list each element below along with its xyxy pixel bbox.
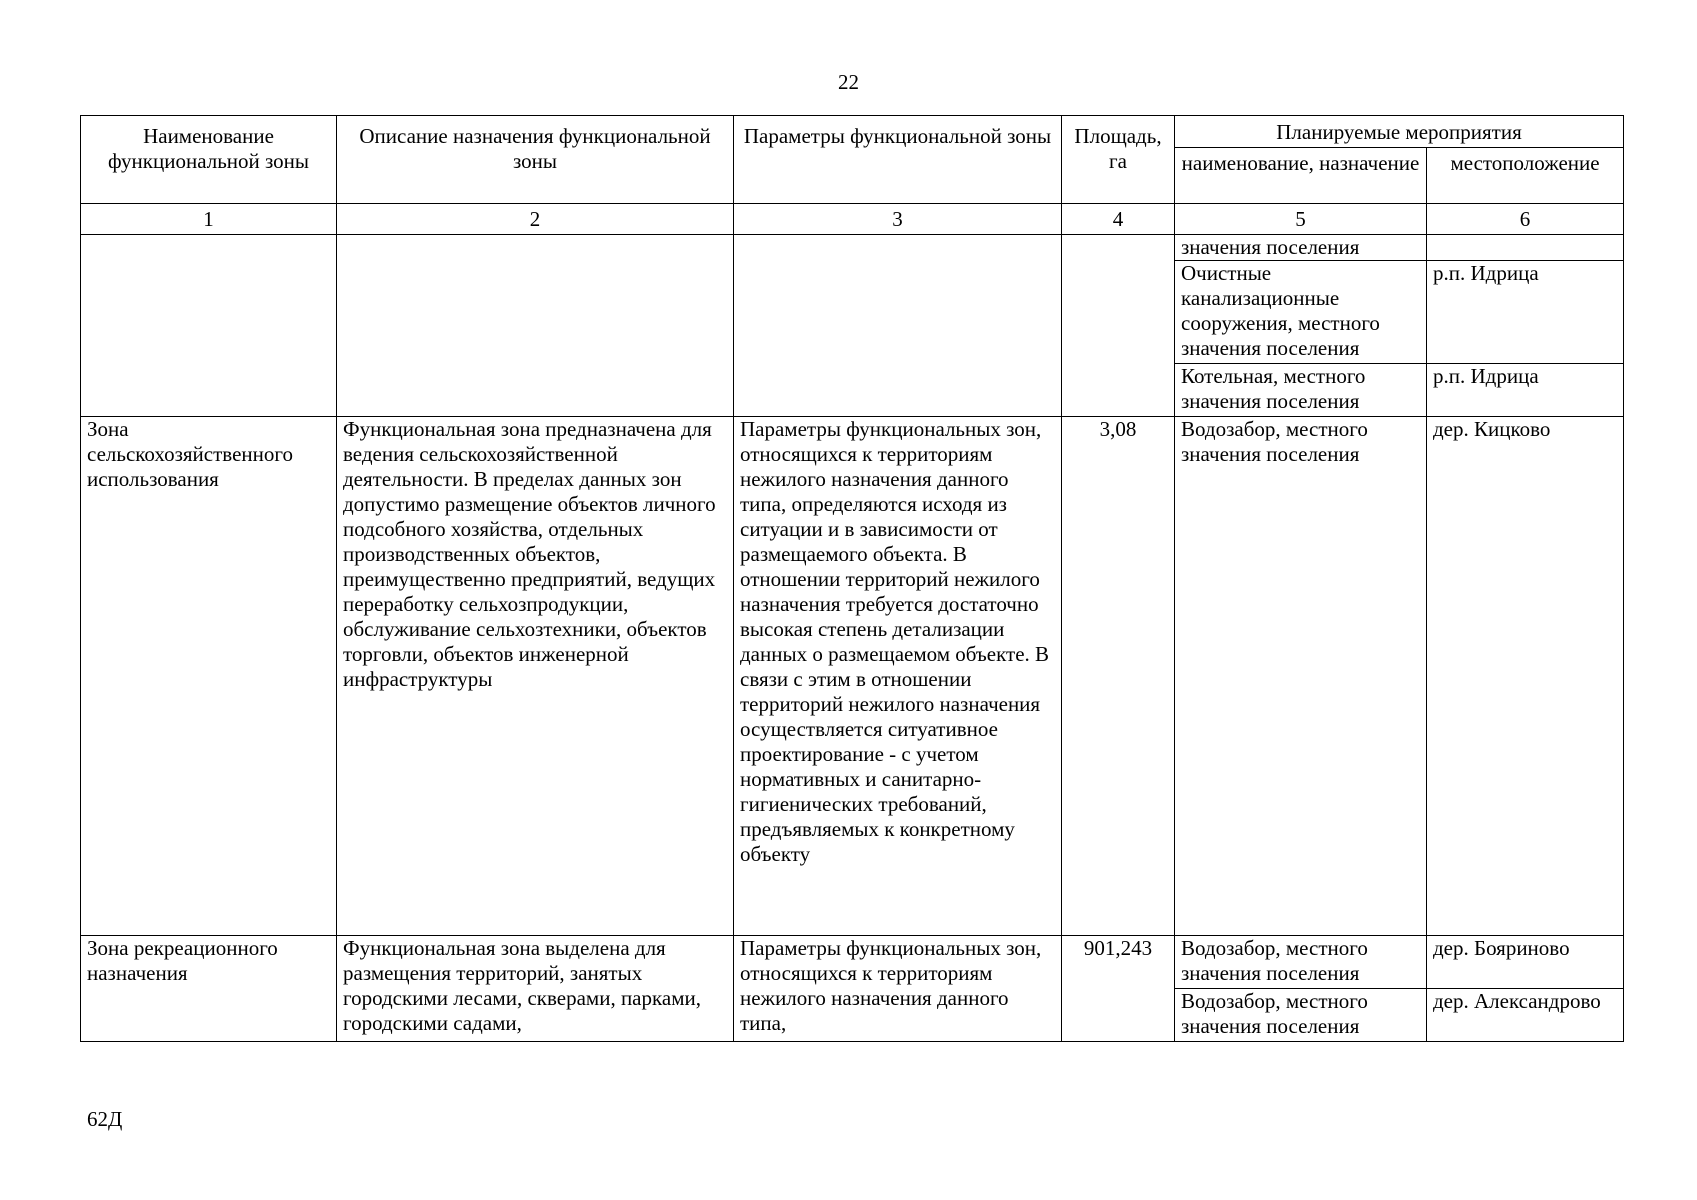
description-cell: Функциональная зона выделена для размещения территорий, занятых городскими лесами, скверами, парками, городскими садами, — [337, 936, 734, 1042]
event-location-cell: дер. Кицково — [1427, 417, 1624, 936]
header-area: Площадь, га — [1062, 116, 1175, 204]
event-location-cell: р.п. Идрица — [1427, 261, 1624, 364]
header-zone-name: Наименование функциональной зоны — [81, 116, 337, 204]
table-row — [81, 417, 1624, 936]
table-row — [81, 235, 1624, 261]
event-location-cell: дер. Бояриново — [1427, 936, 1624, 989]
area-cell — [1062, 235, 1175, 417]
event-name-cell: Очистные канализационные сооружения, местного значения поселения — [1175, 261, 1427, 364]
area-cell: 901,243 — [1062, 936, 1175, 1042]
column-number: 4 — [1062, 204, 1175, 235]
event-name-cell: Водозабор, местного значения поселения — [1175, 936, 1427, 989]
column-number: 1 — [81, 204, 337, 235]
header-event-name: наименование, назначение — [1175, 148, 1427, 204]
event-location-cell: р.п. Идрица — [1427, 364, 1624, 417]
zone-name-cell — [81, 235, 337, 417]
event-location-cell: дер. Александрово — [1427, 989, 1624, 1042]
header-planned-events: Планируемые мероприятия — [1175, 116, 1624, 148]
zone-name-cell: Зона сельскохозяйственного использования — [81, 417, 337, 936]
area-cell: 3,08 — [1062, 417, 1175, 936]
event-name-cell: Водозабор, местного значения поселения — [1175, 417, 1427, 936]
description-cell — [337, 235, 734, 417]
column-numbers-row — [81, 204, 1624, 235]
column-number: 5 — [1175, 204, 1427, 235]
event-name-cell: Котельная, местного значения поселения — [1175, 364, 1427, 417]
header-event-location: местоположение — [1427, 148, 1624, 204]
header-description: Описание назначения функциональной зоны — [337, 116, 734, 204]
zone-name-cell: Зона рекреационного назначения — [81, 936, 337, 1042]
parameters-cell: Параметры функциональных зон, относящихся к территориям нежилого назначения данного типа, определяются исходя из ситуации и в зависимости от размещаемого объекта. В отношении территорий нежилого назначения требуется достаточно высокая степень детализации данных о размещаемом объекте. В связи с этим в отношении территорий нежилого назначения осуществляется ситуативное проектирование - с учетом нормативных и санитарно-гигиенических требований, предъявляемых к конкретному объекту — [734, 417, 1062, 936]
parameters-cell — [734, 235, 1062, 417]
event-location-cell — [1427, 235, 1624, 261]
event-name-cell: Водозабор, местного значения поселения — [1175, 989, 1427, 1042]
column-number: 6 — [1427, 204, 1624, 235]
column-number: 3 — [734, 204, 1062, 235]
header-parameters: Параметры функциональной зоны — [734, 116, 1062, 204]
parameters-cell: Параметры функциональных зон, относящихся к территориям нежилого назначения данного типа, — [734, 936, 1062, 1042]
description-cell: Функциональная зона предназначена для ведения сельскохозяйственной деятельности. В пределах данных зон допустимо размещение объектов личного подсобного хозяйства, отдельных производственных объектов, преимущественно предприятий, ведущих переработку сельхозпродукции, обслуживание сельхозтехники, объектов торговли, объектов инженерной инфраструктуры — [337, 417, 734, 936]
document-code: 62Д — [87, 1107, 123, 1131]
table-row — [81, 936, 1624, 989]
functional-zones-table — [80, 115, 1624, 1042]
page-number: 22 — [838, 70, 859, 94]
event-name-cell: значения поселения — [1175, 235, 1427, 261]
column-number: 2 — [337, 204, 734, 235]
